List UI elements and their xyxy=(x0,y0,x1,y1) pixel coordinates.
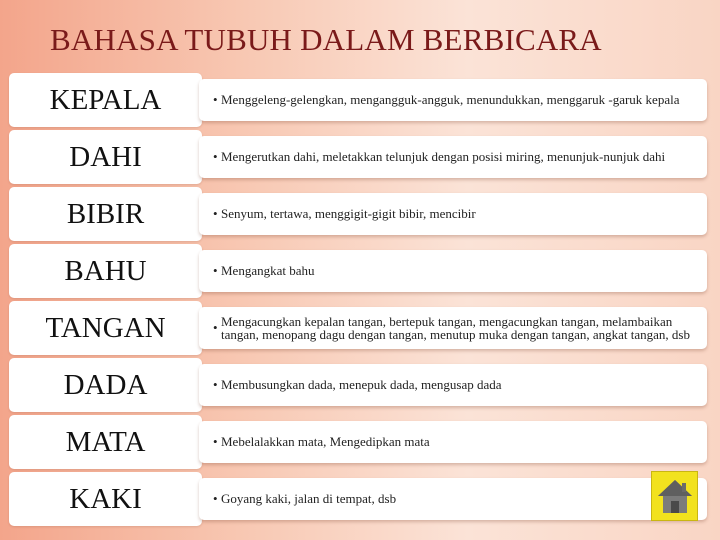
bullet: • xyxy=(213,149,218,165)
description-text: Menggeleng-gelengkan, mengangguk-angguk, menundukkan, menggaruk -garuk kepala xyxy=(221,92,680,108)
row-description xyxy=(199,364,707,406)
row-description xyxy=(199,79,707,121)
bullet: • xyxy=(213,491,218,507)
bullet: • xyxy=(213,206,218,222)
row-kaki xyxy=(9,472,709,526)
bullet: • xyxy=(213,434,218,450)
bullet: • xyxy=(213,263,218,279)
row-description xyxy=(199,250,707,292)
row-bahu xyxy=(9,244,709,298)
home-icon xyxy=(655,477,695,517)
description-text: Mengacungkan kepalan tangan, bertepuk tangan, mengacungkan tangan, melambaikan tangan, menopang dagu dengan tangan, menutup muka dengan tangan, angkat tangan, dsb xyxy=(221,313,690,342)
slide-title: BAHASA TUBUH DALAM BERBICARA xyxy=(50,22,602,57)
description-text: Mebelalakkan mata, Mengedipkan mata xyxy=(221,434,430,450)
row-description xyxy=(199,307,707,349)
row-label: KAKI xyxy=(9,472,202,526)
row-label: KEPALA xyxy=(9,73,202,127)
description-text: Senyum, tertawa, menggigit-gigit bibir, mencibir xyxy=(221,206,476,222)
row-description xyxy=(199,421,707,463)
row-tangan xyxy=(9,301,709,355)
row-description xyxy=(199,136,707,178)
row-label: BIBIR xyxy=(9,187,202,241)
row-label: TANGAN xyxy=(9,301,202,355)
bullet: • xyxy=(213,377,218,393)
bullet: • xyxy=(213,92,218,108)
row-label: MATA xyxy=(9,415,202,469)
description-text: Goyang kaki, jalan di tempat, dsb xyxy=(221,491,397,507)
row-dahi xyxy=(9,130,709,184)
description-text: Membusungkan dada, menepuk dada, mengusap dada xyxy=(221,377,502,393)
description-text: Mengangkat bahu xyxy=(221,263,315,279)
row-label: DAHI xyxy=(9,130,202,184)
row-mata xyxy=(9,415,709,469)
row-description xyxy=(199,193,707,235)
row-label: BAHU xyxy=(9,244,202,298)
row-dada xyxy=(9,358,709,412)
row-kepala xyxy=(9,73,709,127)
row-label: DADA xyxy=(9,358,202,412)
row-description xyxy=(199,478,707,520)
description-text: Mengerutkan dahi, meletakkan telunjuk dengan posisi miring, menunjuk-nunjuk dahi xyxy=(221,149,666,165)
bullet: • xyxy=(213,320,218,336)
home-button[interactable] xyxy=(651,471,698,521)
row-bibir xyxy=(9,187,709,241)
